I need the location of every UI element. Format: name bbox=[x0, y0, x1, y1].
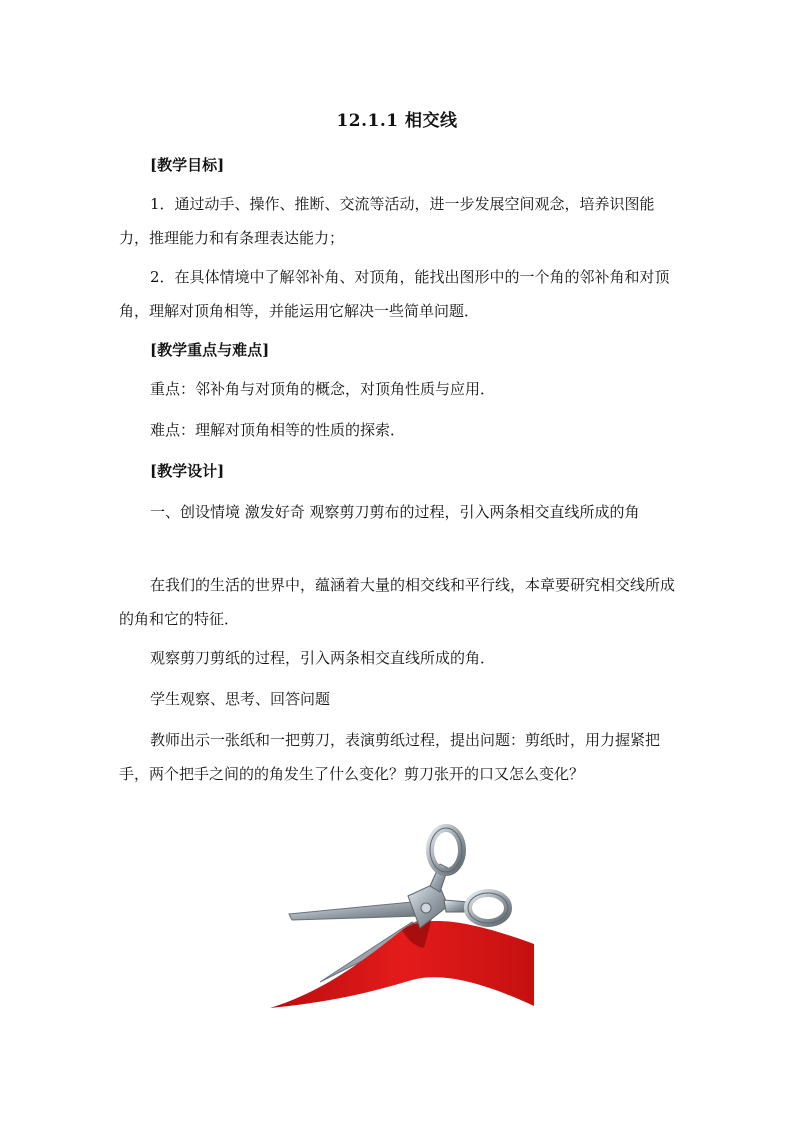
paragraph-2: 观察剪刀剪纸的过程，引入两条相交直线所成的角． bbox=[150, 649, 496, 667]
paragraph-1: 在我们的生活的世界中，蕴涵着大量的相交线和平行线，本章要研究相交线所成的角和它的特征． bbox=[119, 576, 676, 628]
goal-item-1: 1．通过动手、操作、推断、交流等活动，进一步发展空间观念，培养识图能力，推理能力和有条理表达能力； bbox=[119, 195, 655, 247]
scissors-ribbon-illustration bbox=[262, 822, 542, 1012]
key-point: 重点：邻补角与对顶角的概念，对顶角性质与应用． bbox=[150, 380, 496, 398]
heading-teaching-design: [教学设计] bbox=[150, 462, 225, 480]
goal-item-2: 2．在具体情境中了解邻补角、对顶角，能找出图形中的一个角的邻补角和对顶角，理解对顶角相等，并能运用它解决一些简单问题． bbox=[119, 268, 670, 320]
heading-key-points: [教学重点与难点] bbox=[150, 341, 270, 359]
difficult-point: 难点：理解对顶角相等的性质的探索． bbox=[150, 421, 406, 439]
paragraph-3: 学生观察、思考、回答问题 bbox=[150, 690, 331, 708]
page-title: 12.1.1 相交线 bbox=[336, 111, 458, 131]
scissors-icon bbox=[262, 822, 542, 1012]
heading-teaching-goals: [教学目标] bbox=[150, 156, 225, 174]
paragraph-4: 教师出示一张纸和一把剪刀，表演剪纸过程，提出问题：剪纸时，用力握紧把手，两个把手之间的的角发生了什么变化？剪刀张开的口又怎么变化？ bbox=[119, 731, 661, 783]
section-1-heading: 一、创设情境 激发好奇 观察剪刀剪布的过程，引入两条相交直线所成的角 bbox=[150, 503, 640, 521]
